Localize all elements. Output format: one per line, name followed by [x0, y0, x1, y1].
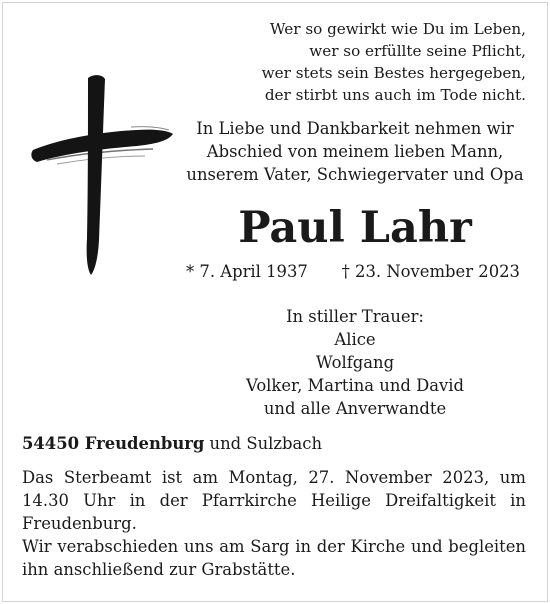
service-line-1 [22, 466, 526, 489]
word: der [159, 491, 188, 510]
word: ist [161, 468, 183, 487]
cross-icon [27, 70, 177, 280]
word: Das [22, 468, 54, 487]
poem-line: der stirbt uns auch im Tode nicht. [264, 86, 526, 104]
word: verabschieden [57, 537, 179, 556]
word: Pfarrkirche [201, 491, 297, 510]
intro-line: Abschied von meinem lieben Mann, [206, 142, 504, 161]
word: November [345, 468, 432, 487]
service-line-3: Freudenburg. [22, 514, 137, 533]
location-rest: und Sulzbach [204, 434, 323, 453]
word: um [499, 468, 526, 487]
word: am [192, 468, 218, 487]
service-announcement [22, 466, 526, 581]
poem-line: wer so erfüllte seine Pflicht, [309, 42, 526, 60]
farewell-intro [180, 117, 530, 186]
word: und [410, 537, 443, 556]
word: Dreifaltigkeit [385, 491, 496, 510]
word: 14.30 [22, 491, 69, 510]
memorial-poem [230, 18, 526, 106]
deceased-name: Paul Lahr [238, 203, 472, 253]
word: Sterbeamt [63, 468, 152, 487]
service-line-2 [22, 489, 526, 512]
word: in [129, 491, 146, 510]
word: Montag, [228, 468, 298, 487]
intro-line: In Liebe und Dankbarkeit nehmen wir [196, 119, 514, 138]
mourner-name: Wolfgang [315, 353, 395, 372]
poem-line: wer stets sein Bestes hergegeben, [261, 64, 526, 82]
word: in [510, 491, 526, 510]
service-line-4 [22, 535, 526, 558]
mourner-name: und alle Anverwandte [263, 399, 447, 418]
word: Kirche [350, 537, 406, 556]
service-line-5: ihn anschließend zur Grabstätte. [22, 560, 296, 579]
mourner-name: Volker, Martina und David [245, 376, 464, 395]
death-date: † 23. November 2023 [341, 262, 520, 281]
word: der [316, 537, 345, 556]
word: am [219, 537, 245, 556]
word: 27. [308, 468, 335, 487]
word: 2023, [442, 468, 490, 487]
poem-line: Wer so gewirkt wie Du im Leben, [269, 20, 526, 38]
postal-city: 54450 Freudenburg [22, 434, 205, 453]
word: Uhr [83, 491, 116, 510]
mourners-list [180, 305, 530, 420]
word: in [295, 537, 312, 556]
word: Sarg [250, 537, 290, 556]
location-line [22, 432, 322, 455]
word: Wir [22, 537, 52, 556]
mourners-heading: In stiller Trauer: [286, 307, 424, 326]
word: Heilige [311, 491, 371, 510]
birth-date: * 7. April 1937 [186, 262, 308, 281]
intro-line: unserem Vater, Schwiegervater und Opa [186, 165, 524, 184]
word: uns [183, 537, 214, 556]
word: begleiten [448, 537, 526, 556]
mourner-name: Alice [334, 330, 376, 349]
